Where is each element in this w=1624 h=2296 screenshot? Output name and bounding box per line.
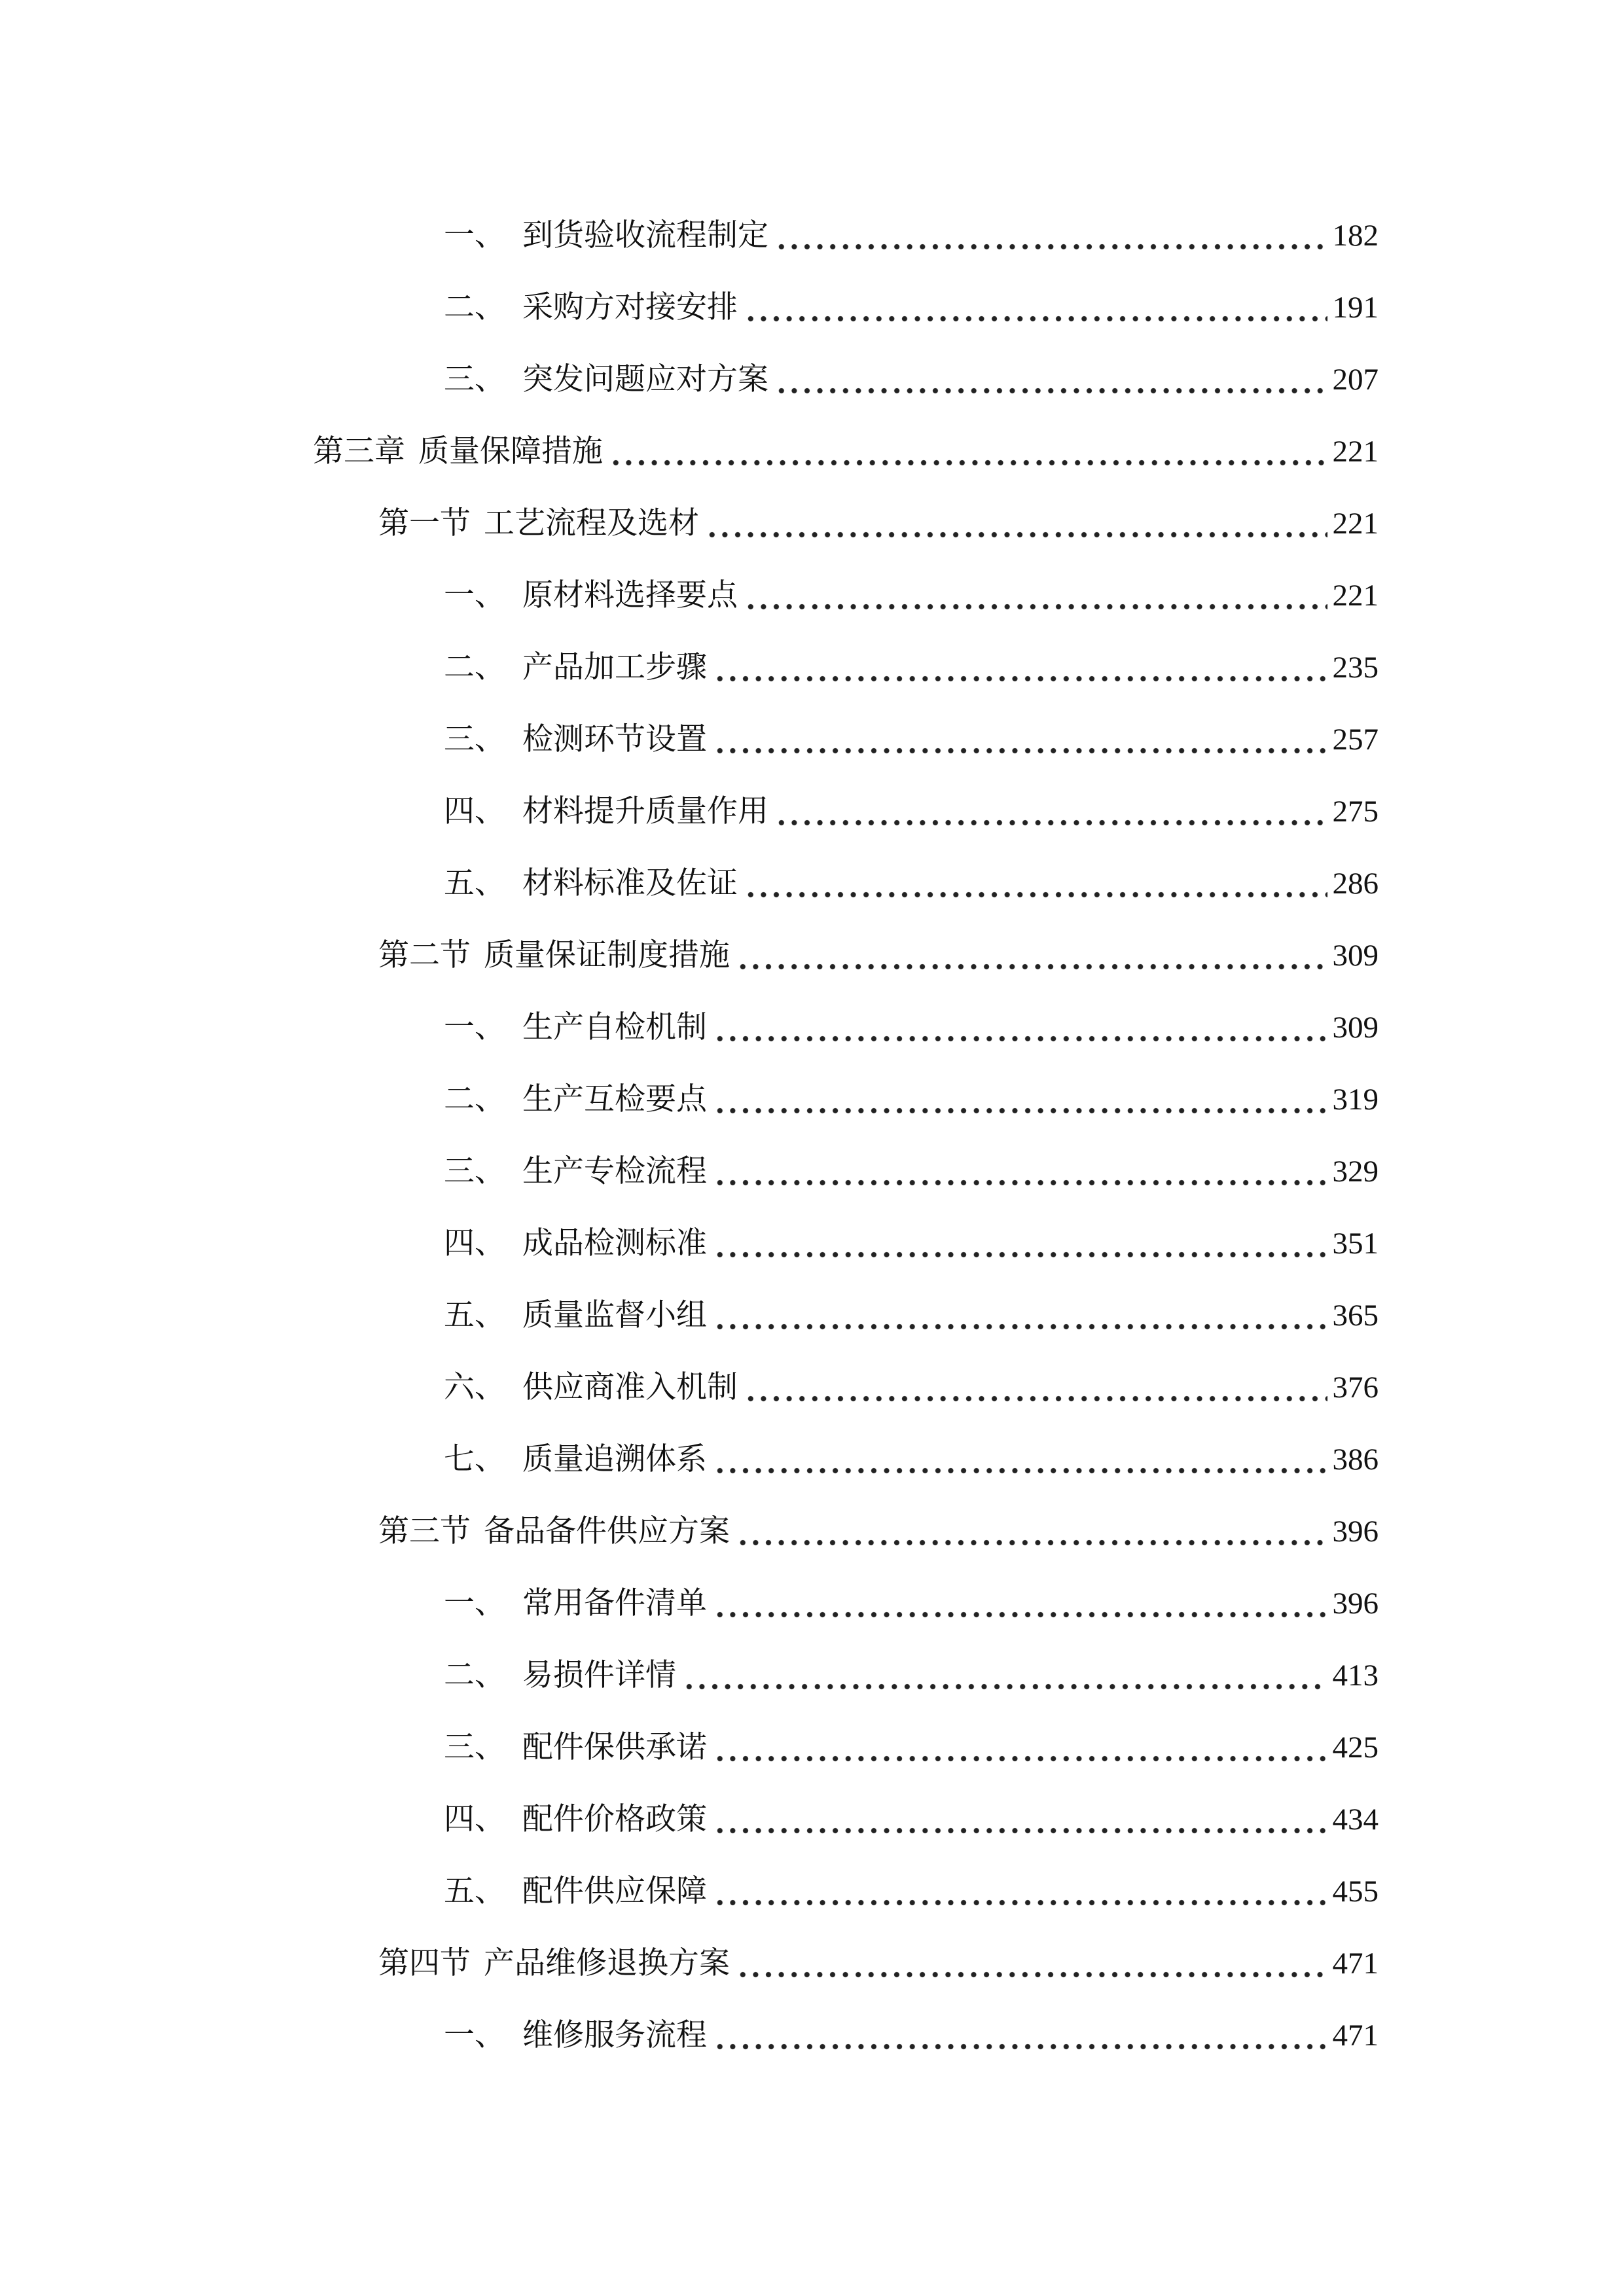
toc-entry-number: 四、 bbox=[444, 1801, 505, 1837]
toc-entry-label bbox=[444, 720, 707, 759]
toc-entry[interactable] bbox=[444, 344, 1379, 399]
toc-entry-title: 维修服务流程 bbox=[522, 2017, 707, 2053]
dot-leader bbox=[775, 792, 1327, 831]
dot-leader bbox=[713, 720, 1327, 759]
toc-entry-label bbox=[444, 1080, 707, 1119]
toc-entry-label bbox=[378, 1944, 730, 1983]
dot-leader bbox=[713, 1584, 1327, 1623]
toc-entry-page: 329 bbox=[1332, 1155, 1379, 1189]
toc-entry-number: 四、 bbox=[444, 793, 505, 829]
dot-leader bbox=[713, 1440, 1327, 1479]
toc-entry[interactable] bbox=[444, 1784, 1379, 1839]
toc-entry-title: 产品维修退换方案 bbox=[484, 1945, 730, 1981]
toc-entry-label bbox=[444, 1656, 676, 1695]
toc-entry-title: 供应商准入机制 bbox=[522, 1369, 738, 1405]
toc-entry-number: 四、 bbox=[444, 1225, 505, 1261]
toc-entry[interactable] bbox=[444, 1352, 1379, 1407]
toc-entry-label bbox=[444, 792, 768, 831]
dot-leader bbox=[736, 936, 1327, 975]
toc-entry-title: 质量监督小组 bbox=[522, 1297, 707, 1333]
toc-entry-title: 配件保供承诺 bbox=[522, 1729, 707, 1765]
toc-entry-label bbox=[444, 2016, 707, 2055]
dot-leader bbox=[775, 216, 1327, 255]
toc-entry-title: 质量追溯体系 bbox=[522, 1441, 707, 1477]
dot-leader bbox=[744, 864, 1327, 903]
toc-entry-number: 一、 bbox=[444, 2017, 505, 2053]
toc-entry[interactable] bbox=[444, 992, 1379, 1047]
toc-entry-title: 生产专检流程 bbox=[522, 1153, 707, 1189]
toc-entry[interactable] bbox=[444, 1856, 1379, 1911]
toc-entry[interactable] bbox=[444, 1712, 1379, 1767]
toc-entry[interactable] bbox=[444, 704, 1379, 759]
toc-entry-page: 182 bbox=[1332, 219, 1379, 253]
dot-leader bbox=[683, 1656, 1327, 1695]
dot-leader bbox=[713, 1800, 1327, 1839]
toc-entry[interactable] bbox=[444, 272, 1379, 327]
toc-entry-page: 319 bbox=[1332, 1083, 1379, 1117]
toc-entry-label bbox=[378, 936, 730, 975]
dot-leader bbox=[713, 648, 1327, 687]
toc-entry-number: 五、 bbox=[444, 1873, 505, 1909]
toc-entry-page: 351 bbox=[1332, 1227, 1379, 1261]
toc-entry-label bbox=[378, 1512, 730, 1551]
toc-entry-label bbox=[444, 1872, 707, 1911]
toc-entry-title: 产品加工步骤 bbox=[522, 649, 707, 685]
toc-entry-section[interactable] bbox=[378, 920, 1379, 975]
toc-entry-title: 生产互检要点 bbox=[522, 1081, 707, 1117]
toc-entry-number: 一、 bbox=[444, 577, 505, 613]
toc-entry-title: 工艺流程及选材 bbox=[484, 505, 699, 541]
toc-entry-page: 425 bbox=[1332, 1731, 1379, 1765]
toc-entry-section[interactable] bbox=[378, 488, 1379, 543]
toc-entry-label bbox=[444, 360, 768, 399]
toc-entry-label bbox=[444, 1008, 707, 1047]
toc-entry-number: 二、 bbox=[444, 1657, 505, 1693]
toc-entry-title: 生产自检机制 bbox=[522, 1009, 707, 1045]
toc-entry[interactable] bbox=[444, 2000, 1379, 2055]
toc-entry-page: 396 bbox=[1332, 1515, 1379, 1549]
toc-entry-label bbox=[444, 1152, 707, 1191]
dot-leader bbox=[713, 1152, 1327, 1191]
toc-entry[interactable] bbox=[444, 632, 1379, 687]
toc-entry-page: 221 bbox=[1332, 507, 1379, 541]
toc-entry[interactable] bbox=[444, 1136, 1379, 1191]
dot-leader bbox=[713, 1224, 1327, 1263]
toc-entry[interactable] bbox=[444, 1640, 1379, 1695]
toc-entry[interactable] bbox=[444, 1568, 1379, 1623]
toc-entry-page: 207 bbox=[1332, 363, 1379, 397]
toc-entry-page: 309 bbox=[1332, 939, 1379, 973]
toc-entry-number: 七、 bbox=[444, 1441, 505, 1477]
toc-entry-title: 质量保证制度措施 bbox=[484, 937, 730, 973]
toc-entry-page: 221 bbox=[1332, 435, 1379, 469]
dot-leader bbox=[775, 360, 1327, 399]
dot-leader bbox=[713, 1872, 1327, 1911]
dot-leader bbox=[609, 432, 1327, 471]
toc-entry-label bbox=[444, 1440, 707, 1479]
toc-entry-label bbox=[444, 1224, 707, 1263]
toc-entry-page: 286 bbox=[1332, 867, 1379, 901]
dot-leader bbox=[713, 1296, 1327, 1335]
toc-entry-label bbox=[313, 432, 603, 471]
toc-entry[interactable] bbox=[444, 776, 1379, 831]
toc-entry-number: 二、 bbox=[444, 289, 505, 325]
toc-entry-page: 471 bbox=[1332, 1946, 1379, 1981]
toc-entry-number: 三、 bbox=[444, 721, 505, 757]
toc-entry-number: 第二节 bbox=[378, 937, 471, 973]
toc-entry-label bbox=[444, 288, 738, 327]
toc-entry-label bbox=[444, 576, 738, 615]
toc-entry-number: 第三章 bbox=[313, 433, 405, 469]
toc-entry[interactable] bbox=[444, 1208, 1379, 1263]
dot-leader bbox=[713, 2016, 1327, 2055]
toc-entry-page: 396 bbox=[1332, 1587, 1379, 1621]
toc-entry-number: 三、 bbox=[444, 361, 505, 397]
toc-entry-page: 434 bbox=[1332, 1803, 1379, 1837]
toc-entry-title: 备品备件供应方案 bbox=[484, 1513, 730, 1549]
toc-entry[interactable] bbox=[444, 1280, 1379, 1335]
toc-entry-page: 376 bbox=[1332, 1371, 1379, 1405]
toc-entry-number: 五、 bbox=[444, 1297, 505, 1333]
toc-entry-number: 第三节 bbox=[378, 1513, 471, 1549]
toc-entry-title: 配件供应保障 bbox=[522, 1873, 707, 1909]
toc-entry-label bbox=[378, 504, 699, 543]
toc-entry-title: 采购方对接安排 bbox=[522, 289, 738, 325]
dot-leader bbox=[744, 288, 1327, 327]
toc-entry-page: 309 bbox=[1332, 1011, 1379, 1045]
toc-entry[interactable] bbox=[444, 200, 1379, 255]
toc-entry-number: 一、 bbox=[444, 1585, 505, 1621]
toc-entry[interactable] bbox=[444, 1424, 1379, 1479]
toc-entry-number: 第一节 bbox=[378, 505, 471, 541]
toc-entry-title: 材料提升质量作用 bbox=[522, 793, 768, 829]
toc-entry-label bbox=[444, 216, 768, 255]
toc-entry-title: 突发问题应对方案 bbox=[522, 361, 768, 397]
toc-entry[interactable] bbox=[444, 848, 1379, 903]
toc-entry-page: 191 bbox=[1332, 291, 1379, 325]
toc-entry-number: 五、 bbox=[444, 865, 505, 901]
toc-entry-page: 471 bbox=[1332, 2018, 1379, 2053]
toc-entry-page: 365 bbox=[1332, 1299, 1379, 1333]
toc-entry-title: 易损件详情 bbox=[522, 1657, 676, 1693]
toc-entry-section[interactable] bbox=[378, 1496, 1379, 1551]
toc-entry-title: 质量保障措施 bbox=[418, 433, 603, 469]
dot-leader bbox=[713, 1728, 1327, 1767]
toc-entry-title: 检测环节设置 bbox=[522, 721, 707, 757]
toc-entry-section[interactable] bbox=[378, 1928, 1379, 1983]
toc-entry-title: 原材料选择要点 bbox=[522, 577, 738, 613]
toc-entry-label bbox=[444, 864, 738, 903]
dot-leader bbox=[713, 1080, 1327, 1119]
toc-entry-label bbox=[444, 1728, 707, 1767]
toc-entry-page: 221 bbox=[1332, 579, 1379, 613]
toc-entry-number: 一、 bbox=[444, 1009, 505, 1045]
dot-leader bbox=[713, 1008, 1327, 1047]
toc-entry-number: 三、 bbox=[444, 1153, 505, 1189]
toc-entry-label bbox=[444, 1800, 707, 1839]
toc-entry-label bbox=[444, 1584, 707, 1623]
toc-entry[interactable] bbox=[444, 1064, 1379, 1119]
toc-entry-label bbox=[444, 648, 707, 687]
toc-entry-number: 一、 bbox=[444, 217, 505, 253]
dot-leader bbox=[736, 1512, 1327, 1551]
toc-entry-label bbox=[444, 1368, 738, 1407]
toc-entry-number: 三、 bbox=[444, 1729, 505, 1765]
toc-entry[interactable] bbox=[444, 560, 1379, 615]
toc-entry-page: 386 bbox=[1332, 1443, 1379, 1477]
toc-entry-title: 材料标准及佐证 bbox=[522, 865, 738, 901]
dot-leader bbox=[744, 576, 1327, 615]
dot-leader bbox=[706, 504, 1327, 543]
toc-entry-label bbox=[444, 1296, 707, 1335]
dot-leader bbox=[736, 1944, 1327, 1983]
toc-entry-number: 六、 bbox=[444, 1369, 505, 1405]
toc-entry-page: 235 bbox=[1332, 651, 1379, 685]
toc-entry-title: 配件价格政策 bbox=[522, 1801, 707, 1837]
toc-entry-title: 成品检测标准 bbox=[522, 1225, 707, 1261]
toc-entry-page: 455 bbox=[1332, 1874, 1379, 1909]
toc-entry-page: 275 bbox=[1332, 795, 1379, 829]
toc-entry-number: 二、 bbox=[444, 649, 505, 685]
toc-entry-number: 二、 bbox=[444, 1081, 505, 1117]
toc-entry-title: 常用备件清单 bbox=[522, 1585, 707, 1621]
toc-entry-chapter[interactable] bbox=[313, 416, 1379, 471]
toc-entry-title: 到货验收流程制定 bbox=[522, 217, 768, 253]
dot-leader bbox=[744, 1368, 1327, 1407]
toc-entry-page: 413 bbox=[1332, 1659, 1379, 1693]
toc-entry-number: 第四节 bbox=[378, 1945, 471, 1981]
toc-entry-page: 257 bbox=[1332, 723, 1379, 757]
